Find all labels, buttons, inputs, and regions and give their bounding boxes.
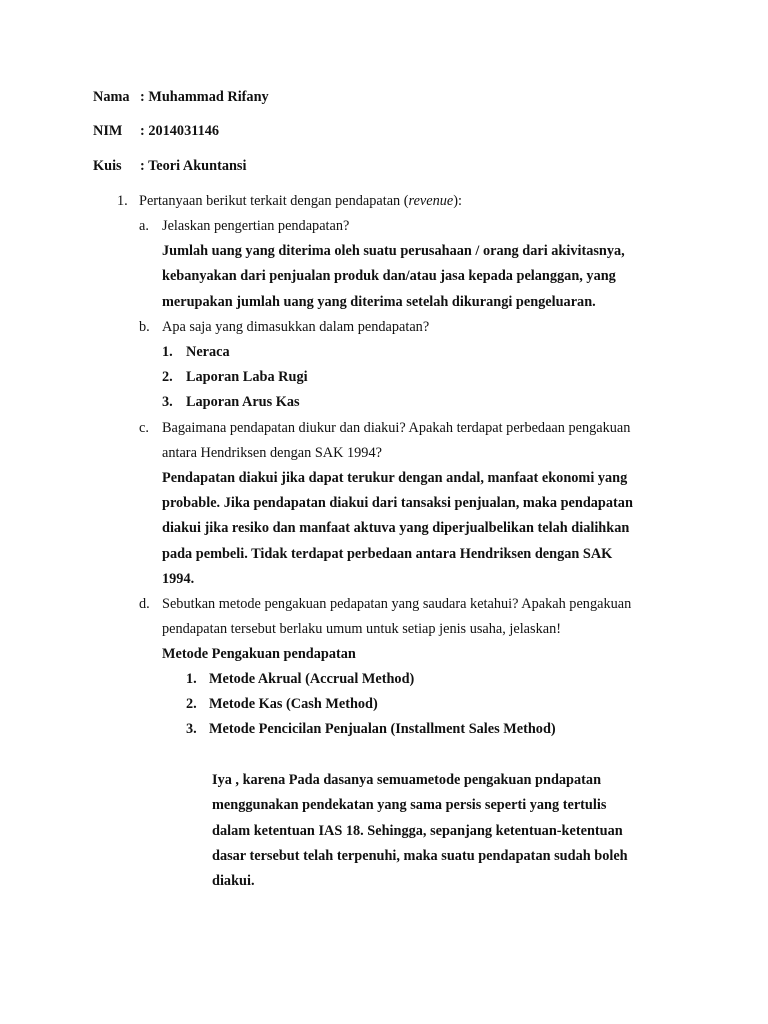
answer-c-line: pada pembeli. Tidak terdapat perbedaan antara Hendriksen dengan SAK — [162, 546, 613, 562]
question-a-text: Jelaskan pengertian pendapatan? — [162, 218, 350, 234]
method-number: 2. — [186, 696, 197, 712]
list-item-number: 3. — [162, 394, 173, 410]
list-item-number: 2. — [162, 369, 173, 385]
question-a-letter: a. — [139, 218, 149, 234]
question-1-text-italic: revenue — [408, 193, 454, 209]
question-c-letter: c. — [139, 420, 149, 436]
method-number: 1. — [186, 671, 197, 687]
method-text: Metode Kas (Cash Method) — [209, 696, 378, 712]
question-d-line: Sebutkan metode pengakuan pedapatan yang saudara ketahui? Apakah pengakuan — [162, 596, 632, 612]
method-text: Metode Akrual (Accrual Method) — [209, 671, 415, 687]
question-b-text: Apa saja yang dimasukkan dalam pendapatan? — [162, 319, 430, 335]
answer-a-line: merupakan jumlah uang yang diterima setelah dikurangi pengeluaran. — [162, 294, 596, 310]
nama-label: Nama — [93, 89, 130, 105]
question-1-number: 1. — [117, 193, 128, 209]
answer-c-line: diakui jika resiko dan manfaat aktuva yang diperjualbelikan telah dialihkan — [162, 520, 630, 536]
kuis-value: : Teori Akuntansi — [140, 158, 247, 174]
nim-value: : 2014031146 — [140, 123, 220, 139]
answer-d-line: dasar tersebut telah terpenuhi, maka suatu pendapatan sudah boleh — [212, 848, 628, 864]
nim-row — [93, 122, 219, 140]
answer-a-line: kebanyakan dari penjualan produk dan/atau jasa kepada pelanggan, yang — [162, 268, 616, 284]
methods-heading: Metode Pengakuan pendapatan — [162, 646, 356, 662]
answer-c-line: probable. Jika pendapatan diakui dari tansaksi penjualan, maka pendapatan — [162, 495, 633, 511]
nama-row — [93, 88, 269, 106]
list-item-number: 1. — [162, 344, 173, 360]
question-c-line: antara Hendriksen dengan SAK 1994? — [162, 445, 382, 461]
nim-label: NIM — [93, 123, 123, 139]
kuis-label: Kuis — [93, 158, 122, 174]
method-text: Metode Pencicilan Penjualan (Installment Sales Method) — [209, 721, 556, 737]
nama-value: : Muhammad Rifany — [140, 89, 269, 105]
answer-a-line: Jumlah uang yang diterima oleh suatu perusahaan / orang dari akivitasnya, — [162, 243, 625, 259]
question-c-line: Bagaimana pendapatan diukur dan diakui? Apakah terdapat perbedaan pengakuan — [162, 420, 631, 436]
question-1-text-after: ): — [453, 193, 462, 209]
kuis-row — [93, 157, 246, 175]
answer-d-line: dalam ketentuan IAS 18. Sehingga, sepanjang ketentuan-ketentuan — [212, 823, 623, 839]
answer-d-line: Iya , karena Pada dasanya semuametode pengakuan pndapatan — [212, 772, 602, 788]
question-d-line: pendapatan tersebut berlaku umum untuk setiap jenis usaha, jelaskan! — [162, 621, 562, 637]
answer-d-line: diakui. — [212, 873, 255, 889]
question-b-letter: b. — [139, 319, 150, 335]
question-1-text-before: Pertanyaan berikut terkait dengan pendapatan ( — [139, 193, 409, 209]
list-item-text: Laporan Arus Kas — [186, 394, 300, 410]
answer-c-line: Pendapatan diakui jika dapat terukur dengan andal, manfaat ekonomi yang — [162, 470, 628, 486]
question-d-letter: d. — [139, 596, 150, 612]
answer-d-line: menggunakan pendekatan yang sama persis seperti yang tertulis — [212, 797, 607, 813]
method-number: 3. — [186, 721, 197, 737]
answer-c-line: 1994. — [162, 571, 195, 587]
list-item-text: Laporan Laba Rugi — [186, 369, 308, 385]
list-item-text: Neraca — [186, 344, 230, 360]
question-1-text — [139, 192, 462, 210]
